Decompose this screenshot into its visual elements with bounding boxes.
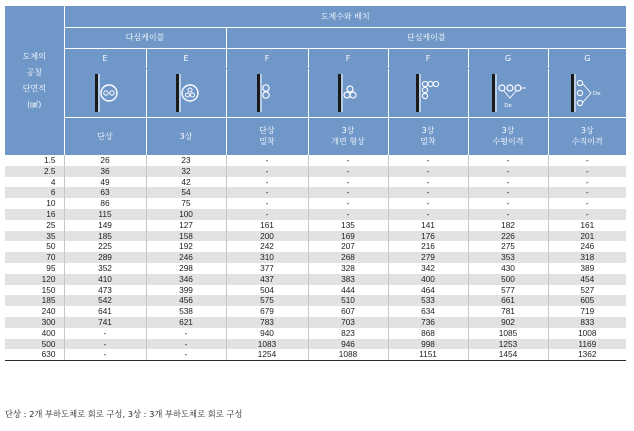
capacity-cell: - <box>468 209 548 220</box>
capacity-cell: 275 <box>468 241 548 252</box>
capacity-cell: 703 <box>308 317 388 328</box>
capacity-cell: 342 <box>388 263 468 274</box>
table-row <box>5 252 626 263</box>
capacity-cell: 298 <box>146 263 226 274</box>
table-row <box>5 263 626 274</box>
column-label-line: 단상 <box>97 131 113 141</box>
table-body <box>5 155 626 360</box>
capacity-cell: 1008 <box>548 328 626 339</box>
capacity-cell: 444 <box>308 285 388 296</box>
capacity-cell: - <box>468 177 548 188</box>
multicore-single-phase-icon <box>64 69 146 117</box>
table-bottom-rule <box>5 360 626 361</box>
multicore-three-phase-icon <box>146 69 226 117</box>
capacity-cell: - <box>308 209 388 220</box>
capacity-cell: 437 <box>226 274 308 285</box>
capacity-cell: 456 <box>146 295 226 306</box>
table-row <box>5 155 626 166</box>
capacity-cell: 902 <box>468 317 548 328</box>
table-row <box>5 285 626 296</box>
capacity-cell: - <box>308 187 388 198</box>
single-phase-close-vertical-icon <box>226 69 308 117</box>
capacity-cell: 352 <box>64 263 146 274</box>
column-label-line: 단상 <box>259 126 275 136</box>
capacity-cell: - <box>226 166 308 177</box>
column-label <box>308 117 388 155</box>
capacity-cell: 318 <box>548 252 626 263</box>
capacity-cell: 868 <box>388 328 468 339</box>
arrangement-title: 도체수와 배치 <box>64 6 626 27</box>
capacity-cell: 176 <box>388 231 468 242</box>
capacity-cell: - <box>388 177 468 188</box>
capacity-cell: 605 <box>548 295 626 306</box>
capacity-cell: 1169 <box>548 339 626 350</box>
column-label-line: 3상 <box>580 126 594 136</box>
capacity-cell: - <box>388 155 468 166</box>
capacity-cell: 736 <box>388 317 468 328</box>
table-row <box>5 274 626 285</box>
capacity-cell: - <box>548 209 626 220</box>
capacity-cell: 100 <box>146 209 226 220</box>
capacity-cell: - <box>64 328 146 339</box>
capacity-cell: - <box>468 166 548 177</box>
capacity-cell: 49 <box>64 177 146 188</box>
capacity-cell: 500 <box>468 274 548 285</box>
capacity-cell: 86 <box>64 198 146 209</box>
cross-section-header-line: 공칭 <box>26 67 42 77</box>
capacity-cell: 634 <box>388 306 468 317</box>
table-row <box>5 220 626 231</box>
capacity-cell: 383 <box>308 274 388 285</box>
column-label-line: 수평이격 <box>492 137 524 147</box>
de-label: De <box>593 90 601 97</box>
capacity-cell: 161 <box>548 220 626 231</box>
table-row <box>5 349 626 360</box>
column-label <box>226 117 308 155</box>
capacity-cell: - <box>308 198 388 209</box>
capacity-cell: 200 <box>226 231 308 242</box>
capacity-cell: 161 <box>226 220 308 231</box>
cross-section-cell: 400 <box>41 327 56 338</box>
cross-section-cell: 300 <box>5 317 64 328</box>
capacity-cell: 410 <box>64 274 146 285</box>
cross-section-header-line: (㎟) <box>27 99 42 109</box>
capacity-cell: - <box>548 187 626 198</box>
capacity-cell: 135 <box>308 220 388 231</box>
column-label-line: 3상 <box>179 131 193 141</box>
capacity-cell: - <box>308 166 388 177</box>
capacity-cell: 741 <box>64 317 146 328</box>
capacity-cell: - <box>308 177 388 188</box>
capacity-cell: 473 <box>64 285 146 296</box>
capacity-cell: 454 <box>548 274 626 285</box>
table-row <box>5 306 626 317</box>
column-letter: F <box>388 48 468 68</box>
footnote: 단상 : 2개 부하도체로 회로 구성, 3상 : 3개 부하도체로 회로 구성 <box>5 409 243 419</box>
capacity-cell: 538 <box>146 306 226 317</box>
column-letter: G <box>468 48 548 68</box>
capacity-cell: 115 <box>64 209 146 220</box>
capacity-cell: 201 <box>548 231 626 242</box>
capacity-cell: 641 <box>64 306 146 317</box>
capacity-cell: 504 <box>226 285 308 296</box>
table-row <box>5 166 626 177</box>
capacity-cell: - <box>226 209 308 220</box>
multicore-group-header: 다심케이블 <box>64 27 226 48</box>
capacity-cell: - <box>468 198 548 209</box>
column-label-line: 3상 <box>421 126 435 136</box>
capacity-cell: - <box>388 198 468 209</box>
cross-section-cell: 50 <box>46 241 56 252</box>
cross-section-cell: 2.5 <box>5 166 64 177</box>
capacity-cell: - <box>548 155 626 166</box>
cross-section-cell: 240 <box>41 306 56 317</box>
capacity-cell: 430 <box>468 263 548 274</box>
capacity-cell: 607 <box>308 306 388 317</box>
capacity-cell: - <box>468 187 548 198</box>
capacity-cell: 1254 <box>226 349 308 360</box>
capacity-cell: 346 <box>146 274 226 285</box>
capacity-cell: 268 <box>308 252 388 263</box>
capacity-cell: - <box>226 187 308 198</box>
column-letter: G <box>548 48 626 68</box>
table-header <box>5 6 626 155</box>
cross-section-cell: 185 <box>5 295 64 306</box>
column-label <box>64 117 146 155</box>
capacity-cell: - <box>64 349 146 360</box>
capacity-cell: 185 <box>64 231 146 242</box>
de-label: De <box>504 102 512 109</box>
capacity-cell: - <box>308 155 388 166</box>
capacity-cell: 158 <box>146 231 226 242</box>
table-row <box>5 198 626 209</box>
cross-section-cell: 95 <box>46 262 56 273</box>
cross-section-cell: 16 <box>5 209 64 220</box>
singlecore-group-header: 단심케이블 <box>226 27 626 48</box>
capacity-cell: 1083 <box>226 339 308 350</box>
cross-section-header-line: 도체의 <box>22 51 46 61</box>
capacity-cell: 149 <box>64 220 146 231</box>
capacity-cell: 225 <box>64 241 146 252</box>
capacity-cell: 42 <box>146 177 226 188</box>
cross-section-cell: 4 <box>50 176 56 187</box>
capacity-cell: 226 <box>468 231 548 242</box>
cross-section-cell: 35 <box>5 231 64 242</box>
column-label-line: 수직이격 <box>571 137 603 147</box>
capacity-cell: 823 <box>308 328 388 339</box>
capacity-cell: 399 <box>146 285 226 296</box>
capacity-cell: - <box>548 177 626 188</box>
capacity-cell: 783 <box>226 317 308 328</box>
table-row <box>5 328 626 339</box>
capacity-cell: 182 <box>468 220 548 231</box>
column-label <box>146 117 226 155</box>
capacity-cell: 621 <box>146 317 226 328</box>
capacity-cell: 289 <box>64 252 146 263</box>
capacity-cell: 127 <box>146 220 226 231</box>
cross-section-cell: 1.5 <box>43 155 56 165</box>
table-row <box>5 339 626 350</box>
capacity-cell: 246 <box>146 252 226 263</box>
column-label <box>388 117 468 155</box>
capacity-cell: 940 <box>226 328 308 339</box>
capacity-cell: 1085 <box>468 328 548 339</box>
cross-section-cell: 10 <box>46 198 56 209</box>
capacity-cell: 242 <box>226 241 308 252</box>
capacity-cell: 577 <box>468 285 548 296</box>
cross-section-cell: 70 <box>5 252 64 263</box>
capacity-cell: - <box>226 198 308 209</box>
capacity-cell: - <box>468 155 548 166</box>
capacity-cell: - <box>226 177 308 188</box>
capacity-cell: 400 <box>388 274 468 285</box>
capacity-cell: 216 <box>388 241 468 252</box>
cross-section-cell: 500 <box>5 339 64 350</box>
cross-section-cell: 25 <box>46 219 56 230</box>
capacity-cell: 36 <box>64 166 146 177</box>
column-letter: F <box>226 48 308 68</box>
cable-capacity-table-wrapper <box>5 6 626 361</box>
cross-section-cell: 6 <box>5 187 64 198</box>
column-label-line: 밀착 <box>420 137 436 147</box>
capacity-cell: 527 <box>548 285 626 296</box>
capacity-cell: 75 <box>146 198 226 209</box>
table-row <box>5 241 626 252</box>
column-label-line: 3상 <box>341 126 355 136</box>
column-label <box>548 117 626 155</box>
cross-section-header <box>5 6 64 155</box>
capacity-cell: - <box>388 209 468 220</box>
capacity-cell: 1088 <box>308 349 388 360</box>
capacity-cell: 719 <box>548 306 626 317</box>
capacity-cell: 389 <box>548 263 626 274</box>
capacity-cell: 781 <box>468 306 548 317</box>
capacity-cell: 32 <box>146 166 226 177</box>
capacity-cell: - <box>388 166 468 177</box>
column-letter: E <box>146 48 226 68</box>
table-row <box>5 177 626 188</box>
capacity-cell: 510 <box>308 295 388 306</box>
capacity-cell: 575 <box>226 295 308 306</box>
column-label-line: 밀착 <box>259 137 275 147</box>
capacity-cell: - <box>388 187 468 198</box>
capacity-cell: - <box>146 328 226 339</box>
capacity-cell: 169 <box>308 231 388 242</box>
table-row <box>5 209 626 220</box>
cross-section-cell: 630 <box>41 349 56 360</box>
capacity-cell: 946 <box>308 339 388 350</box>
capacity-cell: 246 <box>548 241 626 252</box>
capacity-cell: 661 <box>468 295 548 306</box>
capacity-cell: 1454 <box>468 349 548 360</box>
three-phase-trefoil-icon <box>308 69 388 117</box>
cross-section-cell: 120 <box>5 274 64 285</box>
capacity-cell: 542 <box>64 295 146 306</box>
capacity-cell: 679 <box>226 306 308 317</box>
capacity-cell: 207 <box>308 241 388 252</box>
cross-section-cell: 150 <box>41 284 56 295</box>
cross-section-header-line: 단면적 <box>22 83 46 93</box>
capacity-cell: 141 <box>388 220 468 231</box>
table-row <box>5 295 626 306</box>
capacity-cell: 23 <box>146 155 226 166</box>
three-phase-vertical-spaced-icon <box>548 69 626 117</box>
column-label <box>468 117 548 155</box>
capacity-cell: 833 <box>548 317 626 328</box>
capacity-cell: 1362 <box>548 349 626 360</box>
capacity-cell: 310 <box>226 252 308 263</box>
capacity-cell: - <box>548 198 626 209</box>
column-letter: F <box>308 48 388 68</box>
capacity-cell: 998 <box>388 339 468 350</box>
capacity-cell: - <box>64 339 146 350</box>
capacity-cell: 63 <box>64 187 146 198</box>
capacity-cell: 533 <box>388 295 468 306</box>
capacity-cell: - <box>146 349 226 360</box>
capacity-cell: 464 <box>388 285 468 296</box>
capacity-cell: 377 <box>226 263 308 274</box>
table-row <box>5 187 626 198</box>
capacity-cell: 1253 <box>468 339 548 350</box>
capacity-cell: 328 <box>308 263 388 274</box>
column-label-line: 3상 <box>501 126 515 136</box>
table-row <box>5 317 626 328</box>
three-phase-close-icon <box>388 69 468 117</box>
capacity-cell: - <box>226 155 308 166</box>
column-label-line: 개면 형상 <box>331 137 365 147</box>
cable-capacity-table <box>5 6 626 360</box>
capacity-cell: 26 <box>64 155 146 166</box>
capacity-cell: - <box>146 339 226 350</box>
capacity-cell: 54 <box>146 187 226 198</box>
three-phase-horizontal-spaced-icon <box>468 69 548 117</box>
capacity-cell: 279 <box>388 252 468 263</box>
capacity-cell: 1151 <box>388 349 468 360</box>
table-row <box>5 231 626 242</box>
capacity-cell: 353 <box>468 252 548 263</box>
column-letter: E <box>64 48 146 68</box>
capacity-cell: - <box>548 166 626 177</box>
capacity-cell: 192 <box>146 241 226 252</box>
